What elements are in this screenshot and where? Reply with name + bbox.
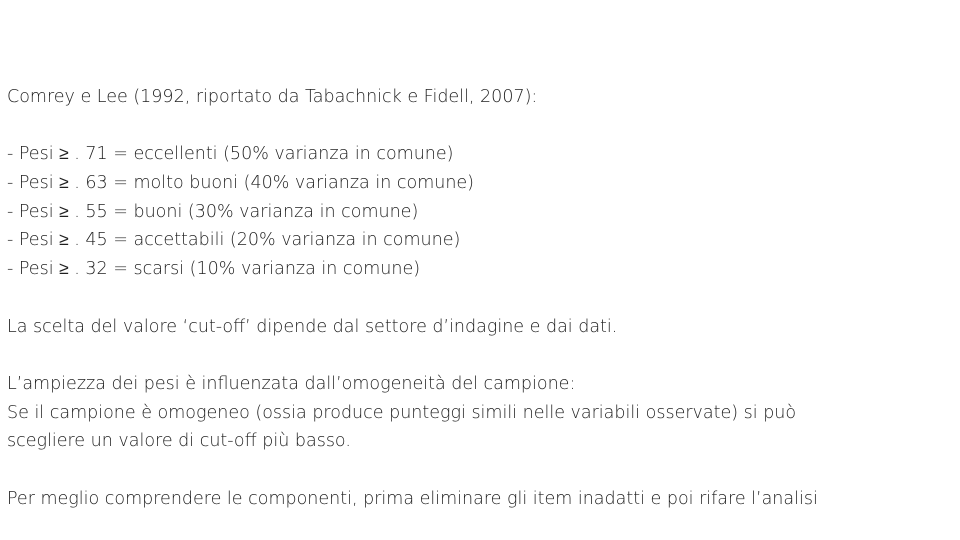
spacer (7, 456, 947, 485)
threshold-line-very-good: - Pesi ≥ . 63 = molto buoni (40% varianza in comune) (7, 173, 475, 194)
cutoff-note: La scelta del valore ‘cut-off’ dipende dal settore d’indagine e dai dati. (7, 316, 618, 337)
conclusion-line: Per meglio comprendere le componenti, prima eliminare gli item inadatti e poi rifare l’analisi (7, 488, 818, 509)
spacer (7, 112, 947, 141)
intro-line: Comrey e Lee (1992, riportato da Tabachnick e Fidell, 2007): (7, 87, 538, 107)
homogeneity-line: Se il campione è omogeneo (ossia produce punteggi simili nelle variabili osservate) si può (7, 402, 797, 423)
slide-text-body (7, 83, 947, 513)
threshold-line-excellent: - Pesi ≥ . 71 = eccellenti (50% varianza in comune) (7, 144, 454, 165)
homogeneity-line: scegliere un valore di cut-off più basso. (7, 431, 351, 452)
homogeneity-line: L’ampiezza dei pesi è influenzata dall’omogeneità del campione: (7, 373, 576, 394)
threshold-line-acceptable: - Pesi ≥ . 45 = accettabili (20% varianza in comune) (7, 230, 461, 251)
spacer (7, 341, 947, 370)
threshold-line-poor: - Pesi ≥ . 32 = scarsi (10% varianza in comune) (7, 259, 421, 280)
threshold-line-good: - Pesi ≥ . 55 = buoni (30% varianza in comune) (7, 201, 419, 222)
spacer (7, 284, 947, 313)
